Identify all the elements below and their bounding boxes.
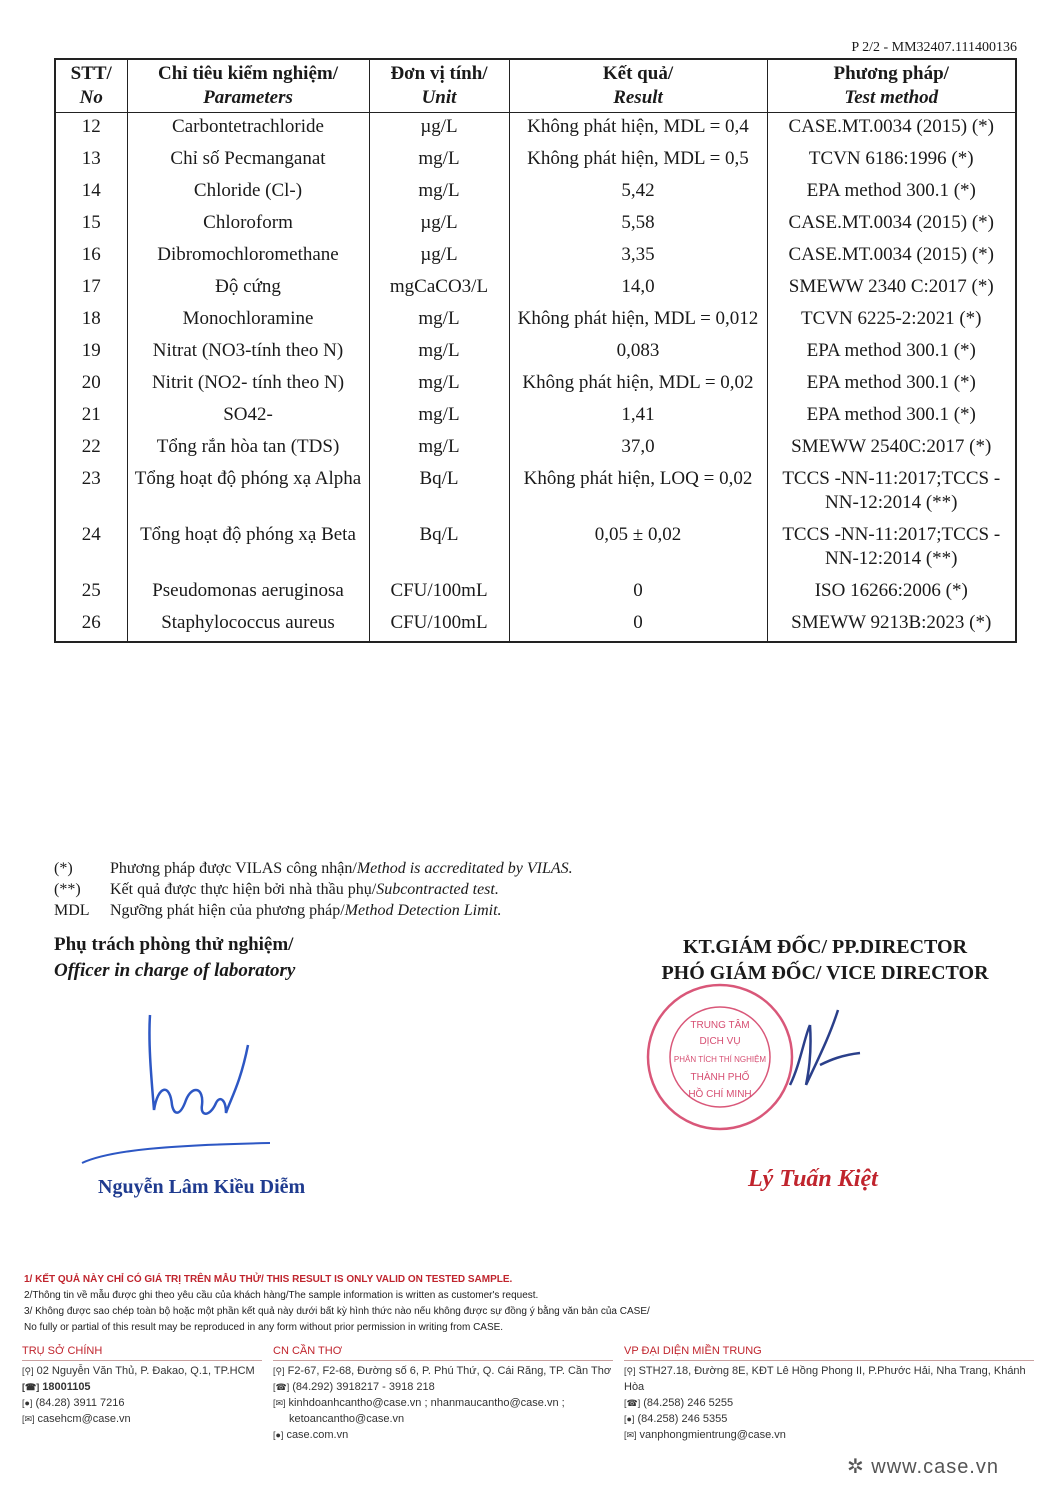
cell-param: Tổng rắn hòa tan (TDS) xyxy=(127,433,369,465)
header-unit: Đơn vị tính/ Unit xyxy=(369,59,509,113)
stamp-line: THÀNH PHỐ xyxy=(690,1072,750,1083)
table-row xyxy=(55,369,1016,401)
table-row xyxy=(55,521,1016,577)
cell-result: 3,35 xyxy=(509,241,767,273)
cell-no: 25 xyxy=(55,577,127,609)
cell-param: Monochloramine xyxy=(127,305,369,337)
globe-icon: ✲ xyxy=(846,1456,872,1478)
cell-unit: mg/L xyxy=(369,401,509,433)
cell-result: 1,41 xyxy=(509,401,767,433)
disclaimer-line: No fully or partial of this result may be reproduced in any form without prior permission in writing from CASE. xyxy=(24,1322,504,1333)
cell-param: Nitrit (NO2- tính theo N) xyxy=(127,369,369,401)
note-item: MDL Ngưỡng phát hiện của phương pháp/ Method Detection Limit. xyxy=(54,902,502,919)
table-row xyxy=(55,241,1016,273)
cell-unit: mg/L xyxy=(369,177,509,209)
cell-no: 26 xyxy=(55,609,127,642)
cell-result: 5,42 xyxy=(509,177,767,209)
cell-param: Staphylococcus aureus xyxy=(127,609,369,642)
cell-unit: mg/L xyxy=(369,145,509,177)
table-notes xyxy=(54,858,573,921)
cell-unit: Bq/L xyxy=(369,521,509,577)
cell-method: EPA method 300.1 (*) xyxy=(767,337,1016,369)
cell-method: ISO 16266:2006 (*) xyxy=(767,577,1016,609)
cell-method: TCCS -NN-11:2017;TCCS -NN-12:2014 (**) xyxy=(767,465,1016,521)
cell-method: TCVN 6186:1996 (*) xyxy=(767,145,1016,177)
cell-no: 21 xyxy=(55,401,127,433)
cell-unit: mg/L xyxy=(369,305,509,337)
cell-unit: CFU/100mL xyxy=(369,577,509,609)
cell-no: 24 xyxy=(55,521,127,577)
cell-unit: mg/L xyxy=(369,337,509,369)
disclaimer-line: 2/Thông tin về mẫu được ghi theo yêu cầu của khách hàng/The sample information is written as customer's request. xyxy=(24,1290,539,1301)
cell-no: 18 xyxy=(55,305,127,337)
cell-unit: mg/L xyxy=(369,369,509,401)
cell-no: 15 xyxy=(55,209,127,241)
phone-icon: [☎] xyxy=(22,1382,40,1392)
location-icon: [⚲] xyxy=(624,1366,636,1376)
cell-param: Tổng hoạt độ phóng xạ Alpha xyxy=(127,465,369,521)
footer-mientrung: VP ĐẠI DIỆN MIỀN TRUNG [⚲] STH27.18, Đường 8E, KĐT Lê Hồng Phong II, P.Phước Hải, Nha Trang, Khánh Hòa [☎] (84.258) 246 5255 [●] (84.258) 246 5355 [✉] vanphongmientrung@case.vn xyxy=(624,1343,1034,1443)
cell-param: Chloride (Cl-) xyxy=(127,177,369,209)
table-row xyxy=(55,113,1016,146)
cell-unit: µg/L xyxy=(369,113,509,146)
cell-unit: CFU/100mL xyxy=(369,609,509,642)
location-icon: [⚲] xyxy=(273,1366,285,1376)
cell-result: 14,0 xyxy=(509,273,767,305)
cell-result: Không phát hiện, MDL = 0,4 xyxy=(509,113,767,146)
cell-method: CASE.MT.0034 (2015) (*) xyxy=(767,113,1016,146)
cell-no: 20 xyxy=(55,369,127,401)
header-result: Kết quả/ Result xyxy=(509,59,767,113)
table-row xyxy=(55,465,1016,521)
table-row xyxy=(55,273,1016,305)
cell-method: EPA method 300.1 (*) xyxy=(767,177,1016,209)
phone-icon: [☎] xyxy=(624,1398,641,1408)
cell-unit: mgCaCO3/L xyxy=(369,273,509,305)
cell-param: SO42- xyxy=(127,401,369,433)
cell-result: Không phát hiện, LOQ = 0,02 xyxy=(509,465,767,521)
email-icon: [✉] xyxy=(624,1430,637,1440)
cell-result: Không phát hiện, MDL = 0,012 xyxy=(509,305,767,337)
phone-icon: [☎] xyxy=(273,1382,290,1392)
header-method: Phương pháp/ Test method xyxy=(767,59,1016,113)
cell-unit: µg/L xyxy=(369,209,509,241)
cell-method: SMEWW 2540C:2017 (*) xyxy=(767,433,1016,465)
cell-no: 14 xyxy=(55,177,127,209)
table-row xyxy=(55,177,1016,209)
note-item: (*) Phương pháp được VILAS công nhận/ Method is accreditated by VILAS. xyxy=(54,860,573,877)
cell-param: Carbontetrachloride xyxy=(127,113,369,146)
table-row xyxy=(55,577,1016,609)
cell-method: EPA method 300.1 (*) xyxy=(767,369,1016,401)
table-row xyxy=(55,337,1016,369)
cell-result: 0 xyxy=(509,577,767,609)
header-parameters: Chỉ tiêu kiểm nghiệm/ Parameters xyxy=(127,59,369,113)
cell-param: Tổng hoạt độ phóng xạ Beta xyxy=(127,521,369,577)
cell-no: 13 xyxy=(55,145,127,177)
email-icon: [✉] xyxy=(273,1398,286,1408)
cell-param: Pseudomonas aeruginosa xyxy=(127,577,369,609)
signature-right xyxy=(760,995,870,1105)
table-row xyxy=(55,305,1016,337)
table-header-row xyxy=(55,59,1016,113)
cell-result: 0 xyxy=(509,609,767,642)
cell-method: TCCS -NN-11:2017;TCCS -NN-12:2014 (**) xyxy=(767,521,1016,577)
table-row xyxy=(55,609,1016,642)
cell-result: 5,58 xyxy=(509,209,767,241)
cell-method: CASE.MT.0034 (2015) (*) xyxy=(767,209,1016,241)
disclaimer-line: 1/ KẾT QUẢ NÀY CHỈ CÓ GIÁ TRỊ TRÊN MẪU THỬ/ THIS RESULT IS ONLY VALID ON TESTED SAMPLE. xyxy=(24,1274,513,1285)
cell-result: 37,0 xyxy=(509,433,767,465)
cell-result: 0,05 ± 0,02 xyxy=(509,521,767,577)
location-icon: [⚲] xyxy=(22,1366,34,1376)
header-no: STT/ No xyxy=(55,59,127,113)
cell-result: Không phát hiện, MDL = 0,02 xyxy=(509,369,767,401)
page-reference: P 2/2 - MM32407.111400136 xyxy=(851,40,1017,55)
cell-method: SMEWW 2340 C:2017 (*) xyxy=(767,273,1016,305)
table-row xyxy=(55,433,1016,465)
director-name: Lý Tuấn Kiệt xyxy=(748,1166,878,1192)
cell-param: Chỉ số Pecmanganat xyxy=(127,145,369,177)
table-row xyxy=(55,145,1016,177)
cell-no: 19 xyxy=(55,337,127,369)
footer-cantho: CN CẦN THƠ [⚲] F2-67, F2-68, Đường số 6, P. Phú Thứ, Q. Cái Răng, TP. Cần Thơ [☎] (84.292) 3918217 - 3918 218 [✉] kinhdoanhcantho@case.vn ; nhanmaucantho@case.vn ; ketoancantho@case.vn [●] case.com.vn xyxy=(273,1345,612,1441)
cell-method: EPA method 300.1 (*) xyxy=(767,401,1016,433)
stamp-line: TRUNG TÂM xyxy=(690,1020,750,1031)
table-row xyxy=(55,209,1016,241)
cell-no: 22 xyxy=(55,433,127,465)
cell-result: Không phát hiện, MDL = 0,5 xyxy=(509,145,767,177)
cell-method: TCVN 6225-2:2021 (*) xyxy=(767,305,1016,337)
note-item: (**) Kết quả được thực hiện bởi nhà thầu phụ/ Subcontracted test. xyxy=(54,881,499,898)
cell-unit: Bq/L xyxy=(369,465,509,521)
cell-no: 12 xyxy=(55,113,127,146)
cell-no: 16 xyxy=(55,241,127,273)
cell-result: 0,083 xyxy=(509,337,767,369)
cell-method: SMEWW 9213B:2023 (*) xyxy=(767,609,1016,642)
cell-method: CASE.MT.0034 (2015) (*) xyxy=(767,241,1016,273)
stamp-line: PHÂN TÍCH THÍ NGHIỆM xyxy=(673,1055,767,1064)
cell-param: Dibromochloromethane xyxy=(127,241,369,273)
lab-officer-title: Phụ trách phòng thử nghiệm/ Officer in charge of laboratory xyxy=(54,934,296,981)
fax-icon: [●] xyxy=(22,1398,33,1408)
cell-unit: mg/L xyxy=(369,433,509,465)
cell-param: Nitrat (NO3-tính theo N) xyxy=(127,337,369,369)
cell-no: 17 xyxy=(55,273,127,305)
director-title: KT.GIÁM ĐỐC/ PP.DIRECTOR PHÓ GIÁM ĐỐC/ VICE DIRECTOR xyxy=(661,936,989,984)
disclaimer-line: 3/ Không được sao chép toàn bộ hoặc một phần kết quả này dưới bất kỳ hình thức nào nếu không được sự đồng ý bằng văn bản của CASE/ xyxy=(24,1306,650,1317)
cell-no: 23 xyxy=(55,465,127,521)
stamp-line: HỒ CHÍ MINH xyxy=(688,1089,752,1100)
fax-icon: [●] xyxy=(624,1414,635,1424)
disclaimer xyxy=(24,1272,650,1336)
web-icon: [●] xyxy=(273,1430,284,1440)
cell-param: Độ cứng xyxy=(127,273,369,305)
cell-param: Chloroform xyxy=(127,209,369,241)
website-link[interactable]: ✲ www.case.vn xyxy=(846,1456,999,1478)
email-icon: [✉] xyxy=(22,1414,35,1424)
footer-hq: TRỤ SỞ CHÍNH [⚲] 02 Nguyễn Văn Thủ, P. Đakao, Q.1, TP.HCM [☎] 18001105 [●] (84.28) 3911 7216 [✉] casehcm@case.vn xyxy=(22,1343,262,1427)
stamp-line: DỊCH VỤ xyxy=(699,1036,741,1047)
cell-unit: µg/L xyxy=(369,241,509,273)
signature-left xyxy=(70,1005,270,1175)
table-row xyxy=(55,401,1016,433)
lab-officer-name: Nguyễn Lâm Kiều Diễm xyxy=(98,1176,306,1198)
results-table xyxy=(54,58,1017,643)
